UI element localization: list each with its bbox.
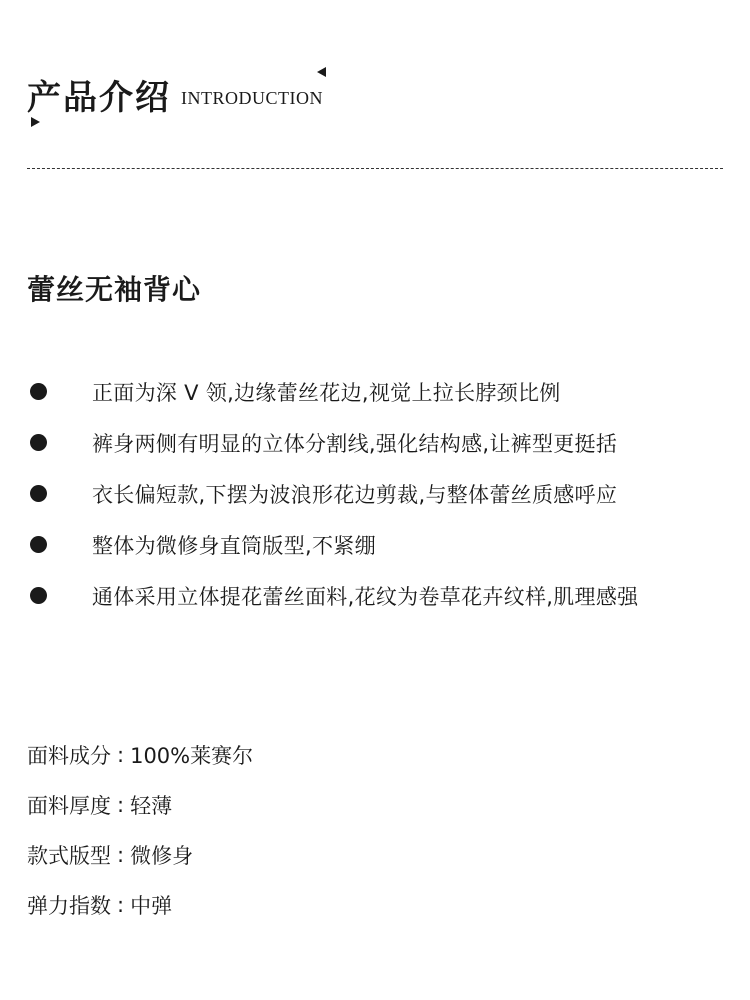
spec-label: 款式版型 [27, 844, 111, 868]
section-header [27, 62, 347, 132]
spec-label: 面料厚度 [27, 794, 111, 818]
spec-list [27, 730, 527, 930]
spec-separator: : [117, 843, 125, 867]
spec-separator: : [117, 793, 125, 817]
list-item [30, 519, 730, 570]
bullet-icon [30, 485, 47, 502]
feature-list [30, 366, 730, 621]
spec-row [27, 780, 527, 830]
section-title: 产品介绍 [27, 78, 171, 118]
bullet-icon [30, 587, 47, 604]
feature-text: 正面为深 V 领,边缘蕾丝花边,视觉上拉长脖颈比例 [92, 380, 561, 405]
feature-text: 衣长偏短款,下摆为波浪形花边剪裁,与整体蕾丝质感呼应 [92, 482, 618, 507]
feature-text: 裤身两侧有明显的立体分割线,强化结构感,让裤型更挺括 [92, 431, 618, 456]
spec-value: 中弹 [130, 894, 173, 918]
list-item [30, 570, 730, 621]
spec-row [27, 830, 527, 880]
triangle-left-icon [317, 67, 326, 77]
bullet-icon [30, 383, 47, 400]
spec-separator: : [117, 743, 125, 767]
spec-label: 面料成分 [27, 744, 111, 768]
spec-row [27, 880, 527, 930]
list-item [30, 417, 730, 468]
triangle-right-icon [31, 117, 40, 127]
spec-label: 弹力指数 [27, 894, 111, 918]
product-name: 蕾丝无袖背心 [27, 273, 202, 306]
list-item [30, 468, 730, 519]
feature-text: 整体为微修身直筒版型,不紧绷 [92, 533, 376, 558]
spec-row [27, 730, 527, 780]
bullet-icon [30, 536, 47, 553]
dashed-divider [27, 168, 723, 169]
feature-text: 通体采用立体提花蕾丝面料,花纹为卷草花卉纹样,肌理感强 [92, 584, 639, 609]
spec-value: 微修身 [130, 844, 194, 868]
bullet-icon [30, 434, 47, 451]
list-item [30, 366, 730, 417]
spec-value: 100%莱赛尔 [130, 744, 254, 768]
spec-value: 轻薄 [130, 794, 173, 818]
spec-separator: : [117, 893, 125, 917]
section-subtitle: INTRODUCTION [181, 88, 323, 108]
